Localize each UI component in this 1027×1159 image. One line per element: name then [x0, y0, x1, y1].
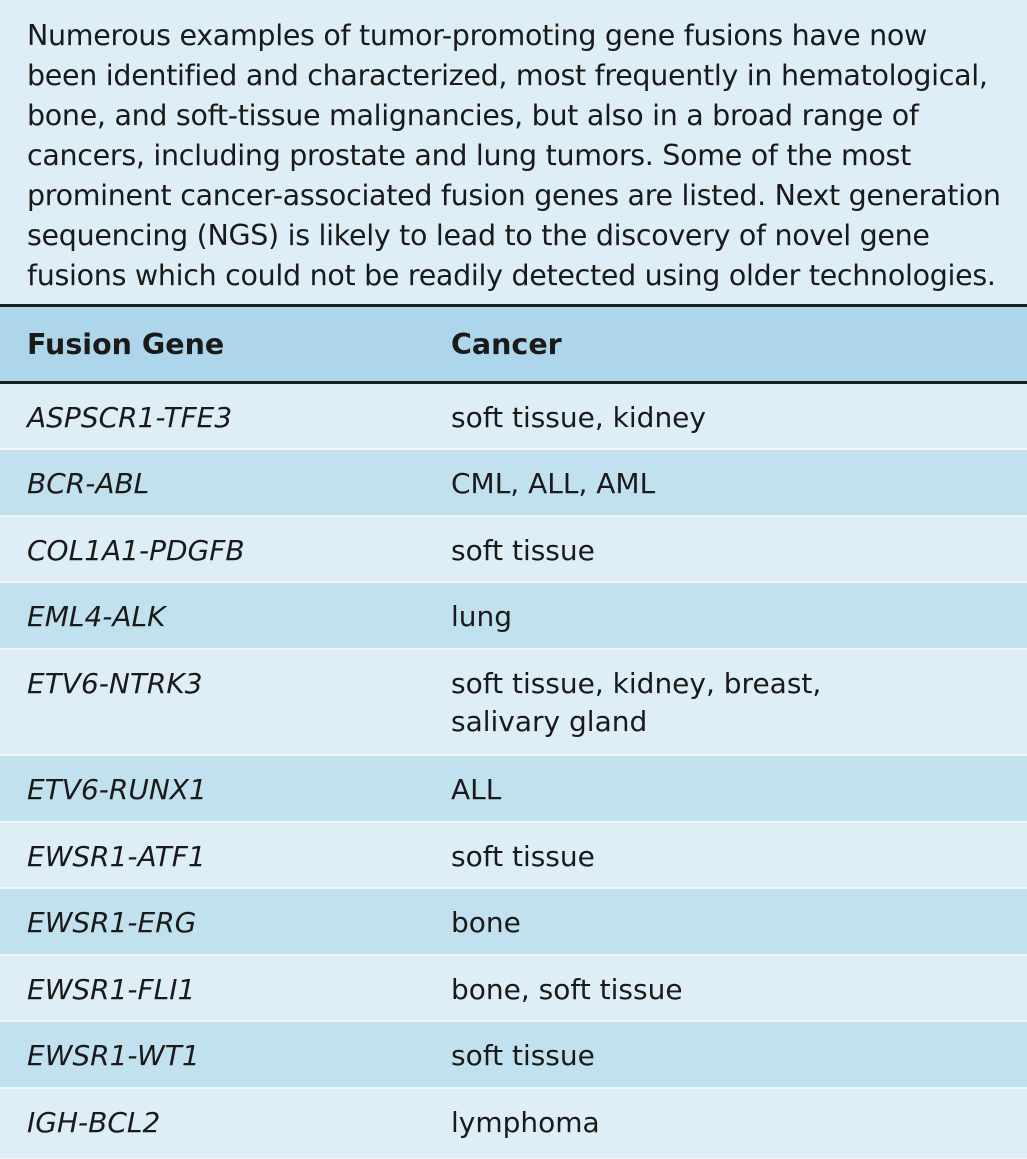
cancer-cell: soft tissue [451, 1039, 595, 1072]
fusion-gene-cell: EWSR1-FLI1 [27, 973, 196, 1006]
fusion-gene-cell: EML4-ALK [27, 600, 166, 633]
fusion-gene-cell: EWSR1-ERG [27, 906, 197, 939]
fusion-gene-cell: BCR-ABL [27, 467, 150, 500]
table-body [0, 384, 1027, 1159]
caption-text: Numerous examples of tumor-promoting gene fusions have now been identified and characterized, most frequently in hematological, bone, and soft-tissue malignancies, but also in a broad range of cancers, including prostate and lung tumors. Some of the most prominent cancer-associated fusion genes are listed. Next generation sequencing (NGS) is likely to lead to the discovery of novel gene fusions which could not be readily detected using older technologies. [0, 0, 1027, 304]
cancer-cell: soft tissue, kidney [451, 401, 706, 434]
cancer-cell: soft tissue, kidney, breast, salivary gland [451, 667, 822, 738]
cancer-cell: lung [451, 600, 513, 633]
fusion-gene-cell: EWSR1-ATF1 [27, 840, 206, 873]
table-row [0, 1022, 1027, 1089]
table-row [0, 450, 1027, 517]
table-row [0, 1089, 1027, 1159]
table-row [0, 384, 1027, 450]
table-row [0, 823, 1027, 889]
table-row [0, 517, 1027, 583]
fusion-gene-cell: ETV6-NTRK3 [27, 667, 203, 700]
header-cancer: Cancer [451, 328, 562, 361]
cancer-cell: bone [451, 906, 521, 939]
fusion-gene-cell: ETV6-RUNX1 [27, 773, 207, 806]
fusion-gene-cell: IGH-BCL2 [27, 1106, 161, 1139]
fusion-gene-cell: EWSR1-WT1 [27, 1039, 200, 1072]
header-fusion-gene: Fusion Gene [27, 328, 225, 361]
cancer-cell: soft tissue [451, 534, 595, 567]
table-header [0, 307, 1027, 381]
cancer-cell: bone, soft tissue [451, 973, 683, 1006]
fusion-gene-cell: COL1A1-PDGFB [27, 534, 245, 567]
table-row [0, 756, 1027, 823]
cancer-cell: CML, ALL, AML [451, 467, 656, 500]
table-row [0, 956, 1027, 1022]
cancer-cell: soft tissue [451, 840, 595, 873]
fusion-gene-cell: ASPSCR1-TFE3 [27, 401, 233, 434]
table-row [0, 650, 1027, 756]
table-row [0, 583, 1027, 650]
cancer-cell: ALL [451, 773, 502, 806]
cancer-cell: lymphoma [451, 1106, 600, 1139]
table-row [0, 889, 1027, 956]
